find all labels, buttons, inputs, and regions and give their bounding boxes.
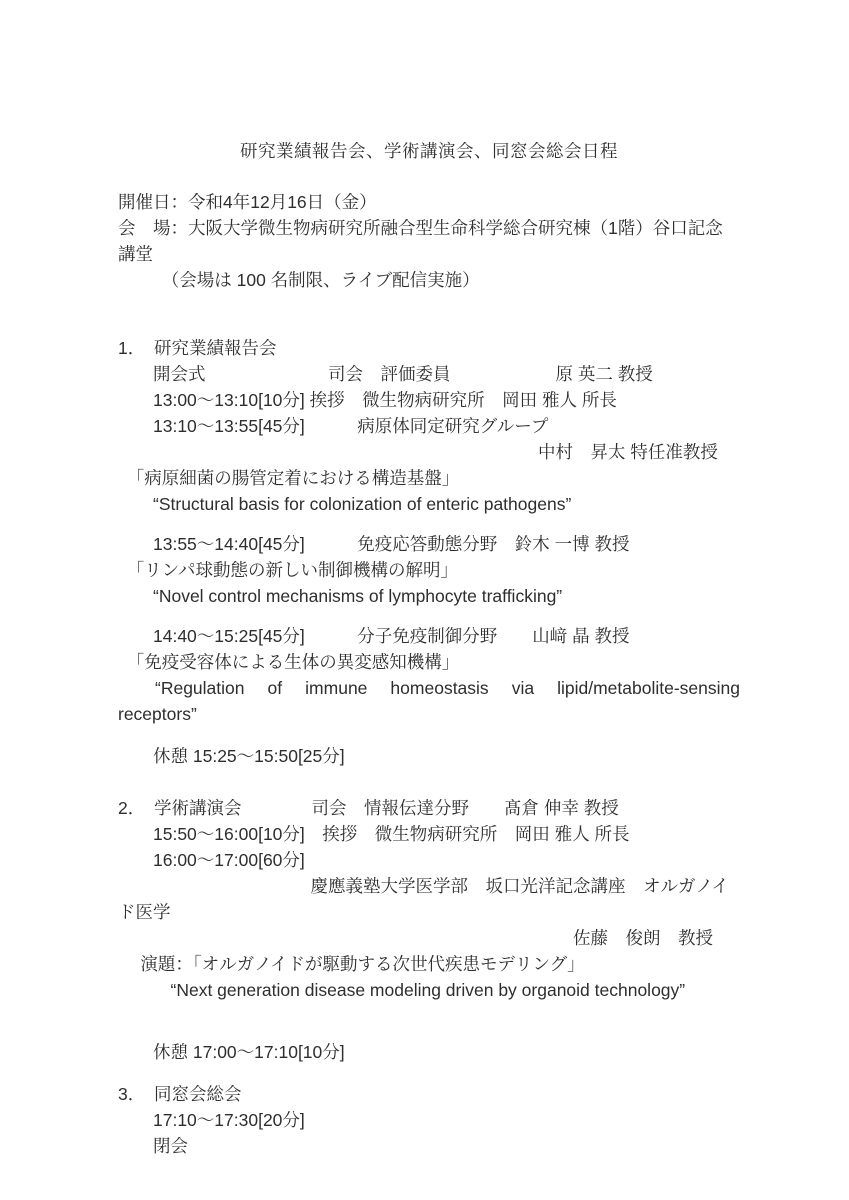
talk1-title-ja: 「病原細菌の腸管定着における構造基盤」 [118,468,460,488]
section-alumni-general-meeting [118,1081,740,1159]
document-title: 研究業績報告会、学術講演会、同窓会総会日程 [240,141,618,161]
event-capacity-note: （会場は 100 名制限、ライブ配信実施） [118,270,480,290]
talk2-title-en: “Novel control mechanisms of lymphocyte trafficking” [118,586,563,606]
section-research-report-meeting [118,335,740,769]
talk2-time-speaker-line: 13:55～14:40[45分] 免疫応答動態分野 鈴木 一博 教授 [118,534,630,554]
lecture-greeting-line: 15:50～16:00[10分] 挨拶 微生物病研究所 岡田 雅人 所長 [118,824,630,844]
closing-line: 閉会 [118,1136,188,1156]
talk2-title-ja: 「リンパ球動態の新しい制御機構の解明」 [118,560,459,580]
lecturer-affiliation-line: 慶應義塾大学医学部 坂口光洋記念講座 オルガノイド医学 [118,876,729,922]
talk1-title-en: “Structural basis for colonization of enteric pathogens” [118,494,572,514]
lecture-title-ja: 演題：「オルガノイドが駆動する次世代疾患モデリング」 [118,954,585,974]
break-2-line: 休憩 17:00～17:10[10分] [118,1042,345,1062]
break-1-line: 休憩 15:25～15:50[25分] [118,746,345,766]
talk1-time-group-line: 13:10～13:55[45分] 病原体同定研究グループ [118,416,549,436]
event-date-line: 開催日：令和4年12月16日（金） [118,192,377,212]
event-venue-line: 会 場：大阪大学微生物病研究所融合型生命科学総合研究棟（1階）谷口記念講堂 [118,218,723,264]
lecture-time-line: 16:00～17:00[60分] [118,850,305,870]
talk3-time-speaker-line: 14:40～15:25[45分] 分子免疫制御分野 山﨑 晶 教授 [118,626,630,646]
opening-ceremony-chair-line: 開会式 司会 評価委員 原 英二 教授 [118,364,653,384]
event-info-block [118,189,740,293]
section-academic-lecture [118,795,740,1065]
section-1-heading: 1． 研究業績報告会 [118,338,277,358]
talk3-title-en-line1: “Regulation of immune homeostasis via lipid/metabolite-sensing [155,678,740,698]
lecturer-name-line: 佐藤 俊朗 教授 [118,928,713,948]
talk1-speaker-line: 中村 昇太 特任准教授 [118,442,718,462]
lecture-title-en: “Next generation disease modeling driven by organoid technology” [118,980,686,1000]
greeting-time-line: 13:00～13:10[10分] 挨拶 微生物病研究所 岡田 雅人 所長 [118,390,617,410]
talk3-title-en-line2: receptors” [118,704,197,724]
talk3-title-ja: 「免疫受容体による生体の異変感知機構」 [118,652,460,672]
section-3-heading: 3． 同窓会総会 [118,1084,242,1104]
general-meeting-time-line: 17:10～17:30[20分] [118,1110,305,1130]
section-2-heading: 2． 学術講演会 司会 情報伝達分野 髙倉 伸幸 教授 [118,798,619,818]
